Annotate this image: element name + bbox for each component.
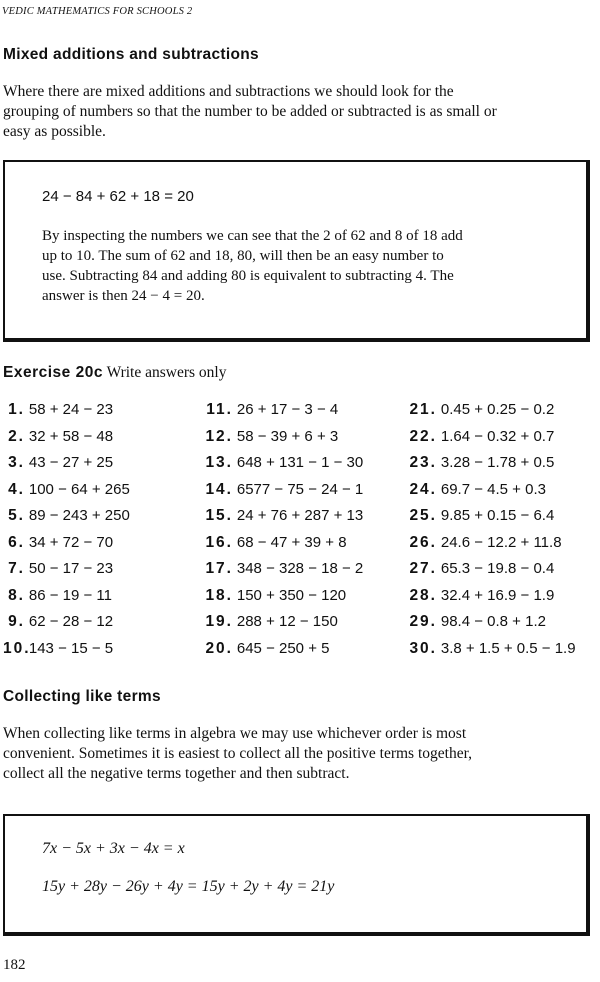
exercise-number: 19. <box>205 613 233 630</box>
exercise-expression: 43 − 27 + 25 <box>28 454 114 471</box>
exercise-item <box>201 639 391 666</box>
algebra-expression: 7x − 5x + 3x − 4x = x <box>42 840 185 857</box>
exercise-number: 6. <box>8 533 25 551</box>
paragraph-line: When collecting like terms in algebra we may use whichever order is most <box>3 725 467 742</box>
section-heading-mixed-additions: Mixed additions and subtractions <box>3 46 259 63</box>
exercise-item <box>3 453 193 480</box>
explanation-line: answer is then 24 − 4 = 20. <box>42 288 205 304</box>
exercise-number: 27. <box>409 560 437 577</box>
example-equation: 24 − 84 + 62 + 18 = 20 <box>42 188 194 205</box>
paragraph-line: Where there are mixed additions and subtractions we should look for the <box>3 83 454 100</box>
exercise-item <box>3 559 193 586</box>
algebra-expression: 15y + 28y − 26y + 4y = 15y + 2y + 4y = 21y <box>42 878 335 895</box>
exercise-expression: 86 − 19 − 11 <box>28 586 113 604</box>
exercise-number: 5. <box>8 507 25 524</box>
paragraph-line: grouping of numbers so that the number to be added or subtracted is as small or <box>3 103 497 120</box>
exercise-expression: 645 − 250 + 5 <box>236 639 330 657</box>
exercise-item <box>405 533 595 560</box>
exercise-number: 9. <box>8 613 25 630</box>
exercise-number: 29. <box>409 613 437 630</box>
exercise-number: 21. <box>409 401 437 418</box>
example-box-algebra <box>3 814 590 936</box>
exercise-expression: 3.8 + 1.5 + 0.5 − 1.9 <box>440 639 576 657</box>
example-box-mixed <box>3 160 590 342</box>
exercise-expression: 24 + 76 + 287 + 13 <box>236 507 364 524</box>
paragraph-line: convenient. Sometimes it is easiest to collect all the positive terms together, <box>3 745 473 762</box>
exercise-item <box>201 400 391 427</box>
exercise-number: 15. <box>205 507 233 524</box>
exercise-expression: 32 + 58 − 48 <box>28 427 114 445</box>
exercise-item <box>201 480 391 507</box>
exercise-item <box>201 586 391 613</box>
exercise-number: 7. <box>8 560 25 577</box>
exercise-number: 20. <box>205 639 233 657</box>
exercise-number: 10. <box>3 639 31 657</box>
exercise-number: 2. <box>8 427 25 445</box>
exercise-item <box>405 400 595 427</box>
exercise-item <box>405 586 595 613</box>
exercise-number: 23. <box>409 454 437 471</box>
exercise-item <box>3 612 193 639</box>
exercise-expression: 9.85 + 0.15 − 6.4 <box>440 507 555 524</box>
exercise-item <box>3 480 193 507</box>
exercise-expression: 68 − 47 + 39 + 8 <box>236 533 347 551</box>
exercise-item <box>201 559 391 586</box>
exercise-number: 30. <box>409 639 437 657</box>
exercise-number: 1. <box>8 401 25 418</box>
exercise-number: 13. <box>205 454 233 471</box>
exercise-expression: 100 − 64 + 265 <box>28 480 130 498</box>
exercise-expression: 348 − 328 − 18 − 2 <box>236 560 364 577</box>
explanation-line: up to 10. The sum of 62 and 18, 80, will then be an easy number to <box>42 248 444 264</box>
exercise-item <box>405 453 595 480</box>
exercise-expression: 648 + 131 − 1 − 30 <box>236 454 364 471</box>
algebra-line <box>42 840 185 858</box>
exercise-number: 26. <box>409 533 437 551</box>
exercise-expression: 34 + 72 − 70 <box>28 533 114 551</box>
section1-paragraph <box>3 82 595 142</box>
exercise-number: 16. <box>205 533 233 551</box>
exercise-expression: 69.7 − 4.5 + 0.3 <box>440 480 546 498</box>
exercise-expression: 0.45 + 0.25 − 0.2 <box>440 401 555 418</box>
explanation-line: By inspecting the numbers we can see that the 2 of 62 and 8 of 18 add <box>42 228 463 244</box>
exercise-expression: 50 − 17 − 23 <box>28 560 114 577</box>
exercise-item <box>201 427 391 454</box>
exercise-item <box>405 506 595 533</box>
exercise-item <box>201 533 391 560</box>
section-heading-collecting-like-terms: Collecting like terms <box>3 688 161 705</box>
exercise-instruction: Write answers only <box>106 364 227 381</box>
exercise-item <box>201 453 391 480</box>
exercise-item <box>3 586 193 613</box>
exercise-item <box>405 480 595 507</box>
exercise-expression: 58 − 39 + 6 + 3 <box>236 427 339 445</box>
exercise-expression: 98.4 − 0.8 + 1.2 <box>440 613 546 630</box>
exercise-item <box>405 559 595 586</box>
exercise-expression: 1.64 − 0.32 + 0.7 <box>440 427 555 445</box>
exercise-item <box>201 506 391 533</box>
exercise-number: 17. <box>205 560 233 577</box>
exercise-number: 25. <box>409 507 437 524</box>
exercise-number: 14. <box>205 480 233 498</box>
exercise-column-1 <box>3 400 193 665</box>
exercise-number: 12. <box>205 427 233 445</box>
exercise-number: 28. <box>409 586 437 604</box>
exercise-number: 22. <box>409 427 437 445</box>
exercise-expression: 288 + 12 − 150 <box>236 613 338 630</box>
exercise-label: Exercise 20c <box>3 364 103 381</box>
exercise-item <box>3 639 193 666</box>
exercise-item <box>3 427 193 454</box>
exercise-expression: 143 − 15 − 5 <box>28 639 114 657</box>
exercise-expression: 65.3 − 19.8 − 0.4 <box>440 560 555 577</box>
exercise-item <box>201 612 391 639</box>
exercise-column-2 <box>201 400 391 665</box>
exercise-item <box>3 506 193 533</box>
exercise-item <box>405 612 595 639</box>
exercise-number: 24. <box>409 480 437 498</box>
exercise-number: 3. <box>8 454 25 471</box>
running-head: VEDIC MATHEMATICS FOR SCHOOLS 2 <box>2 6 193 17</box>
exercise-expression: 3.28 − 1.78 + 0.5 <box>440 454 555 471</box>
paragraph-line: collect all the negative terms together and then subtract. <box>3 765 350 782</box>
exercise-expression: 6577 − 75 − 24 − 1 <box>236 480 364 498</box>
exercise-number: 18. <box>205 586 233 604</box>
section2-paragraph <box>3 724 595 784</box>
paragraph-line: easy as possible. <box>3 123 106 140</box>
exercise-expression: 26 + 17 − 3 − 4 <box>236 401 339 418</box>
exercise-item <box>3 533 193 560</box>
exercise-expression: 150 + 350 − 120 <box>236 586 347 604</box>
explanation-line: use. Subtracting 84 and adding 80 is equivalent to subtracting 4. The <box>42 268 454 284</box>
exercise-number: 8. <box>8 586 25 604</box>
exercise-item <box>3 400 193 427</box>
exercise-number: 4. <box>8 480 25 498</box>
exercise-item <box>405 427 595 454</box>
exercise-expression: 62 − 28 − 12 <box>28 613 114 630</box>
exercise-item <box>405 639 595 666</box>
exercise-expression: 89 − 243 + 250 <box>28 507 130 524</box>
algebra-line <box>42 878 334 896</box>
exercise-expression: 58 + 24 − 23 <box>28 401 114 418</box>
exercise-number: 11. <box>206 401 233 418</box>
exercise-expression: 24.6 − 12.2 + 11.8 <box>440 533 562 551</box>
page-number: 182 <box>3 957 26 973</box>
exercise-column-3 <box>405 400 595 665</box>
exercise-title <box>3 364 226 382</box>
exercise-expression: 32.4 + 16.9 − 1.9 <box>440 586 555 604</box>
example-explanation <box>42 226 560 306</box>
